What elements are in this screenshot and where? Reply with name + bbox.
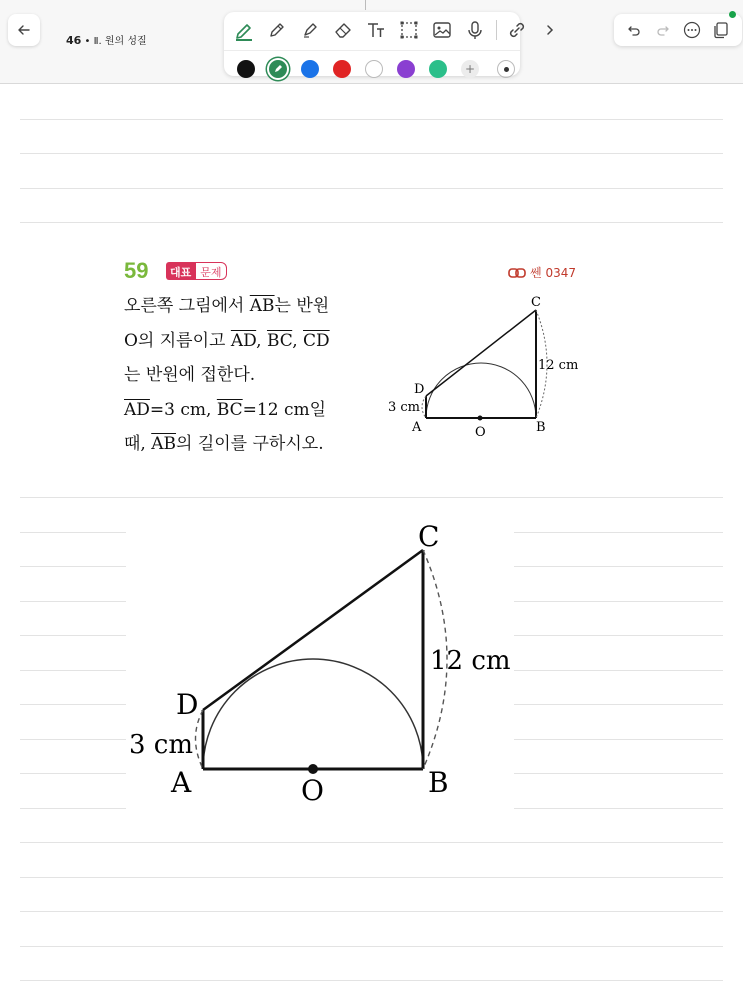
microphone-icon [465, 20, 485, 40]
link-icon [507, 20, 527, 40]
ruled-line [20, 980, 723, 981]
chevron-right-icon [543, 23, 557, 37]
segment-bc: $\overline{BC}$ [266, 330, 293, 351]
ruled-line [20, 497, 723, 498]
problem-line [124, 393, 374, 428]
stroke-size-button[interactable] [497, 60, 515, 78]
ruled-line [20, 222, 723, 223]
reference-label: 쎈 0347 [530, 266, 576, 280]
pen-small-icon [273, 64, 283, 74]
segment-cd: $\overline{CD}$ [303, 330, 330, 351]
problem-card [110, 251, 588, 477]
label-c: C [531, 295, 541, 310]
arrow-left-icon [16, 22, 32, 38]
add-color-button[interactable]: + [461, 60, 479, 78]
drawing-toolbar [224, 12, 520, 76]
stroke-dot-icon [504, 67, 509, 72]
ruled-line [20, 153, 723, 154]
highlighter-tool-button[interactable] [298, 18, 322, 42]
ruled-line [20, 911, 723, 912]
color-swatch-green-selected[interactable] [269, 60, 287, 78]
label-d: D [414, 382, 425, 397]
more-icon [683, 21, 701, 39]
pages-button[interactable] [711, 20, 731, 40]
color-swatch-red[interactable] [333, 60, 351, 78]
pencil-icon [267, 20, 287, 40]
text-span: O의 지름이고 [124, 330, 231, 351]
problem-text [124, 289, 374, 462]
color-swatch-black[interactable] [237, 60, 255, 78]
highlighter-icon [300, 20, 320, 40]
segment-ab: $\overline{AB}$ [249, 296, 275, 316]
page-title [66, 32, 147, 47]
problem-figure-small [380, 291, 580, 441]
label-b: B [428, 766, 449, 799]
label-d: D [176, 688, 199, 721]
back-button[interactable] [8, 14, 40, 46]
page-indicator-tick [365, 0, 366, 10]
color-swatch-white[interactable] [365, 60, 383, 78]
eraser-tool-button[interactable] [331, 18, 355, 42]
problem-line [124, 289, 374, 324]
color-palette [237, 60, 515, 78]
label-c: C [418, 520, 440, 553]
pen-icon [233, 19, 255, 41]
pen-tool-button[interactable] [232, 18, 256, 42]
page-number: 46 [66, 34, 82, 47]
problem-line [124, 427, 374, 462]
segment-ad: $\overline{AD}$ [230, 330, 257, 351]
chapter-title: Ⅱ. 원의 성질 [93, 36, 147, 47]
link-chain-icon [508, 268, 526, 278]
tool-row [232, 18, 571, 42]
text-span: =12 cm일 [242, 399, 327, 420]
image-tool-button[interactable] [430, 18, 454, 42]
text-span: 오른쪽 그림에서 [124, 296, 250, 316]
text-icon [366, 20, 386, 40]
segment-bc: $\overline{BC}$ [216, 399, 243, 420]
reference-code [508, 264, 576, 281]
ruled-line [20, 946, 723, 947]
segment-ab: $\overline{AB}$ [151, 434, 177, 454]
segment-ad: $\overline{AD}$ [124, 399, 150, 420]
text-tool-button[interactable] [364, 18, 388, 42]
problem-line: 는 반원에 접한다. [124, 365, 256, 385]
eraser-icon [333, 20, 353, 40]
text-span: =3 cm, [149, 399, 217, 420]
toolbar-separator [496, 20, 497, 40]
redo-icon [656, 23, 670, 37]
text-span: , [256, 330, 267, 351]
badge-secondary: 문제 [195, 262, 226, 280]
label-a: A [171, 766, 192, 799]
label-o: O [475, 425, 486, 440]
color-swatch-teal[interactable] [429, 60, 447, 78]
length-bc: 12 cm [430, 646, 511, 676]
problem-badge [166, 262, 227, 280]
text-span: 의 길이를 구하시오. [176, 434, 324, 454]
ruled-line [20, 188, 723, 189]
length-ad: 3 cm [129, 730, 194, 760]
more-options-button[interactable] [682, 20, 702, 40]
length-bc: 12 cm [538, 358, 579, 373]
problem-line [124, 324, 374, 359]
color-swatch-purple[interactable] [397, 60, 415, 78]
title-separator: • [84, 36, 94, 47]
redo-button[interactable] [653, 20, 673, 40]
top-bar [0, 0, 743, 84]
undo-button[interactable] [624, 20, 644, 40]
link-tool-button[interactable] [505, 18, 529, 42]
undo-icon [627, 23, 641, 37]
text-span: , [292, 330, 304, 351]
microphone-tool-button[interactable] [463, 18, 487, 42]
ruled-line [20, 877, 723, 878]
lasso-icon [399, 20, 419, 40]
enlarged-figure [126, 510, 514, 810]
notification-dot [729, 11, 736, 18]
pencil-tool-button[interactable] [265, 18, 289, 42]
right-toolbar [614, 14, 742, 46]
pages-icon [712, 21, 730, 39]
image-icon [432, 20, 452, 40]
lasso-tool-button[interactable] [397, 18, 421, 42]
label-a: A [412, 420, 422, 435]
badge-primary: 대표 [166, 262, 195, 280]
toolbar-divider [224, 50, 520, 51]
ruled-line [20, 842, 723, 843]
text-span: 때, [124, 434, 152, 454]
length-ad: 3 cm [388, 400, 421, 415]
more-tools-button[interactable] [538, 18, 562, 42]
ruled-line [20, 119, 723, 120]
color-swatch-blue[interactable] [301, 60, 319, 78]
label-b: B [536, 420, 546, 435]
problem-number: 59 [124, 258, 149, 283]
label-o: O [301, 774, 324, 807]
text-span: 는 반원 [274, 296, 330, 316]
